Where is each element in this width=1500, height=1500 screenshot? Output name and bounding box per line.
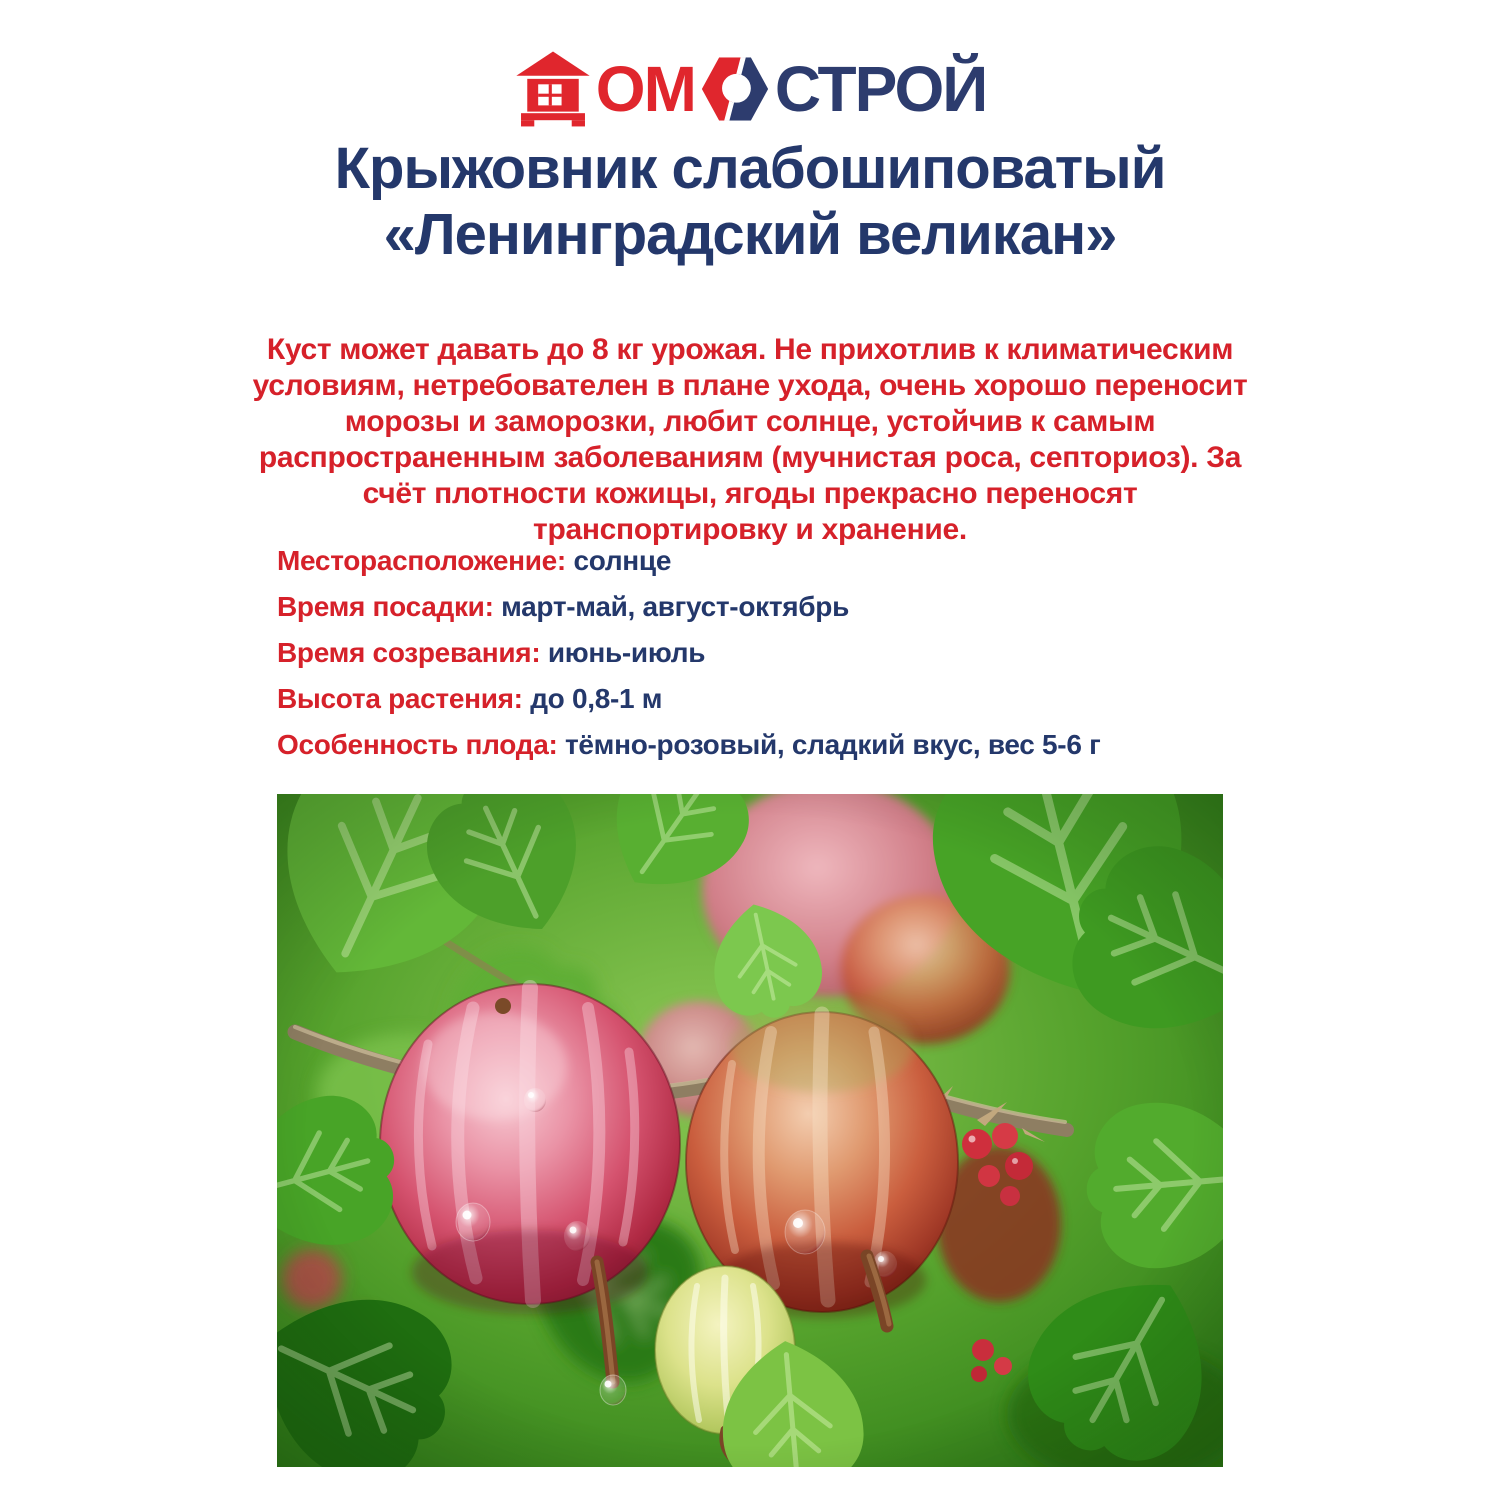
attribute-label: Высота растения: [277,683,523,714]
attribute-row [277,538,1100,584]
attribute-label: Время созревания: [277,637,541,668]
attribute-value: тёмно-розовый, сладкий вкус, вес 5-6 г [564,729,1101,760]
attribute-row [277,676,1100,722]
gooseberry-photo [277,794,1223,1467]
attribute-value: солнце [573,545,672,576]
logo-text-stroy: СТРОЙ [774,53,987,125]
attribute-label: Время посадки: [277,591,494,622]
attribute-row [277,630,1100,676]
attribute-value: до 0,8-1 м [530,683,663,714]
title-line-1: Крыжовник слабошиповатый [334,136,1166,201]
attribute-label: Месторасположение: [277,545,566,576]
logo-text-dom: ОМ [595,53,695,125]
attribute-value: июнь-июль [547,637,706,668]
circular-ring-icon [699,53,771,125]
gooseberry-photo-illustration [277,794,1223,1467]
attribute-value: март-май, август-октябрь [501,591,849,622]
brand-logo [0,50,1500,128]
page-title [0,136,1500,267]
attribute-row [277,584,1100,630]
house-icon [514,50,592,128]
title-line-2: «Ленинградский великан» [383,201,1117,267]
attribute-row [277,722,1100,768]
description-paragraph: Куст может давать до 8 кг урожая. Не прихотлив к климатическим условиям, нетребователен в плане ухода, очень хорошо переносит морозы и заморозки, любит солнце, устойчив к самым распространенным заболеваниям (мучнистая роса, септориоз). За счёт плотности кожицы, ягоды прекрасно переносят транспортировку и хранение. [252,333,1248,546]
attribute-label: Особенность плода: [277,729,558,760]
attributes-list [277,538,1100,768]
